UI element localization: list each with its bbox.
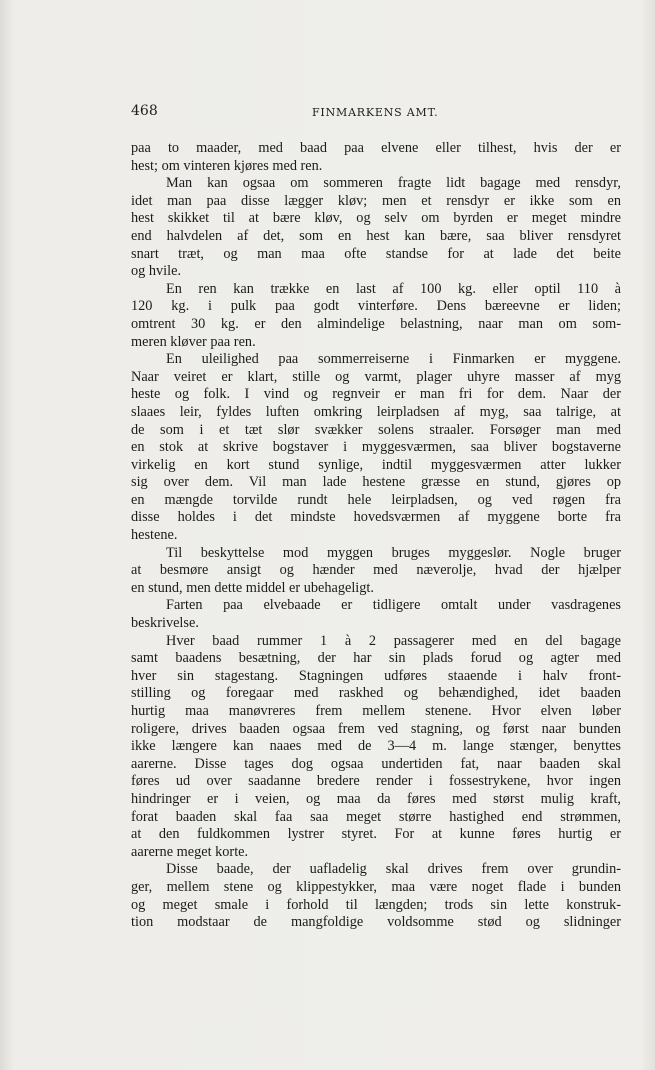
paragraph — [131, 597, 621, 632]
paragraph — [131, 281, 621, 351]
text-line: hindringer er i veien, og maa da føres med størst mulig kraft, — [131, 790, 621, 807]
text-line: virkelig en kort stund synlige, indtil myggesværmen atter lukker — [131, 456, 621, 473]
text-line: at den fuldkommen lystrer styret. For at kunne føres hurtig er — [131, 826, 621, 843]
text-line: Man kan ogsaa om sommeren fragte lidt bagage med rensdyr, — [166, 175, 621, 192]
text-line: slaaes leir, fyldes luften omkring leirpladsen af myg, saa talrige, at — [131, 403, 621, 420]
paragraph — [131, 140, 621, 175]
text-line: paa to maader, med baad paa elvene eller tilhest, hvis der er — [131, 140, 621, 156]
text-line: tion modstaar de mangfoldige voldsomme stød og slidninger — [131, 914, 621, 931]
text-line: og hvile. — [131, 263, 182, 280]
text-line: Disse baade, der uafladelig skal drives frem over grundin- — [166, 861, 621, 878]
text-line: Hver baad rummer 1 à 2 passagerer med en del bagage — [166, 632, 621, 649]
text-line: aarerne meget korte. — [131, 843, 249, 860]
text-line: En uleilighed paa sommerreiserne i Finmarken er myggene. — [166, 351, 621, 368]
text-line: hest skikket til at bære kløv, og selv om byrden er meget mindre — [131, 210, 621, 227]
paragraph — [131, 351, 621, 545]
text-line: Til beskyttelse mod myggen bruges myggeslør. Nogle bruger — [166, 544, 621, 561]
text-line: forat baaden skal faa saa meget større hastighed end strømmen, — [131, 808, 621, 825]
text-line: en stund, men dette middel er ubehageligt. — [131, 579, 374, 596]
text-line: hest; om vinteren kjøres med ren. — [131, 157, 323, 174]
paragraph — [131, 545, 621, 598]
text-line: 120 kg. i pulk paa godt vinterføre. Dens bæreevne er liden; — [131, 298, 621, 315]
text-line: omtrent 30 kg. er den almindelige belastning, naar man om som- — [131, 315, 621, 332]
text-line: disse holdes i det mindste hovedsværmen af myggene borte fra — [131, 509, 621, 526]
text-line: en stok at skrive bogstaver i myggesværmen, saa bliver bogstaverne — [131, 439, 621, 456]
text-line: idet man paa disse lægger kløv; men et rensdyr er ikke som en — [131, 192, 621, 209]
text-line: at besmøre ansigt og hænder med næverolje, hvad der hjælper — [131, 562, 621, 579]
text-line: end halvdelen af det, som en hest kan bære, saa bliver rensdyret — [131, 227, 621, 244]
text-line: de som i et tæt slør svækker solens straaler. Forsøger man med — [131, 421, 621, 438]
text-line: aarerne. Disse tages dog ogsaa undertiden fat, naar baaden skal — [131, 755, 621, 772]
text-line: en mængde torvilde rundt hele leirpladsen, og ved røgen fra — [131, 491, 621, 508]
text-line: roligere, drives baaden ogsaa frem ved stagning, og først naar bunden — [131, 720, 621, 737]
page-number: 468 — [131, 103, 158, 119]
text-line: Farten paa elvebaade er tidligere omtalt under vasdragenes — [166, 597, 621, 614]
text-line: ger, mellem stene og klippestykker, maa være noget flade i bunden — [131, 878, 621, 895]
running-title: FINMARKENS AMT. — [312, 106, 439, 119]
text-line: hestene. — [131, 527, 178, 544]
text-line: stilling og foregaar med raskhed og behændighed, idet baaden — [131, 685, 621, 702]
paragraph — [131, 861, 621, 931]
text-line: samt baadens besætning, der har sin plads forud og agter med — [131, 650, 621, 667]
paragraph — [131, 175, 621, 281]
text-line: ikke længere kan naaes med de 3—4 m. lange stænger, benyttes — [131, 738, 621, 755]
text-line: Naar veiret er klart, stille og varmt, plager uhyre masser af myg — [131, 368, 621, 385]
text-line: meren kløver paa ren. — [131, 333, 256, 350]
text-line: hurtig maa manøvreres frem mellem stenene. Hvor elven løber — [131, 703, 621, 719]
text-line: beskrivelse. — [131, 615, 199, 632]
text-line: En ren kan trække en last af 100 kg. eller optil 110 à — [166, 280, 621, 297]
text-line: snart træt, og man maa ofte standse for at lade det beite — [131, 245, 621, 262]
body-text — [131, 140, 621, 932]
text-line: hver sin stagestang. Stagningen udføres staaende i halv front- — [131, 667, 621, 684]
text-line: føres ud over saadanne bredere render i fossestrykene, hvor ingen — [131, 773, 621, 790]
text-line: og meget smale i forhold til længden; trods sin lette konstruk- — [131, 896, 621, 913]
paragraph — [131, 633, 621, 862]
text-line: sig over dem. Vil man lade hestene græsse en stund, gjøres op — [131, 474, 621, 491]
text-line: heste og folk. I vind og regnveir er man fri for dem. Naar der — [131, 386, 621, 403]
